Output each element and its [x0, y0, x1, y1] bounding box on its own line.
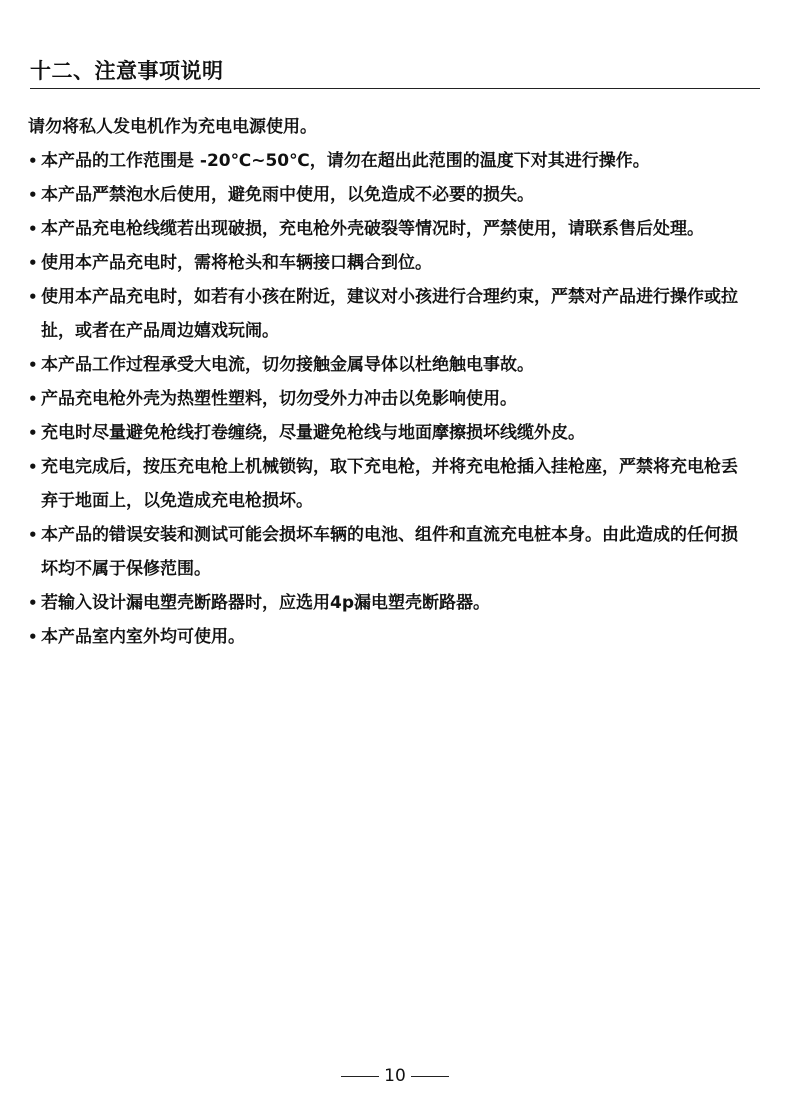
note-text: 本产品室内室外均可使用。 — [41, 627, 245, 647]
bullet-icon: • — [28, 288, 38, 306]
note-item — [28, 246, 750, 280]
bullet-icon: • — [28, 390, 38, 408]
title-divider — [30, 88, 760, 89]
notes-list — [28, 144, 750, 654]
note-text: 本产品的工作范围是 -20℃~50℃，请勿在超出此范围的温度下对其进行操作。 — [41, 151, 650, 171]
note-item — [28, 144, 750, 178]
note-text: 使用本产品充电时，需将枪头和车辆接口耦合到位。 — [41, 253, 432, 273]
bullet-icon: • — [28, 152, 38, 170]
note-item — [28, 416, 750, 450]
page-title: 十二、注意事项说明 — [30, 59, 224, 83]
note-text: 产品充电枪外壳为热塑性塑料，切勿受外力冲击以免影响使用。 — [41, 389, 517, 409]
note-text: 充电完成后，按压充电枪上机械锁钩，取下充电枪，并将充电枪插入挂枪座，严禁将充电枪丢弃于地面上，以免造成充电枪损坏。 — [41, 457, 738, 511]
note-item — [28, 518, 750, 586]
note-text: 使用本产品充电时，如若有小孩在附近，建议对小孩进行合理约束，严禁对产品进行操作或拉扯，或者在产品周边嬉戏玩闹。 — [41, 287, 738, 341]
note-item — [28, 382, 750, 416]
content-body — [28, 110, 750, 654]
note-text: 充电时尽量避免枪线打卷缠绕，尽量避免枪线与地面摩擦损坏线缆外皮。 — [41, 423, 585, 443]
footer-line-right — [411, 1076, 449, 1077]
bullet-icon: • — [28, 254, 38, 272]
note-text: 本产品的错误安装和测试可能会损坏车辆的电池、组件和直流充电桩本身。由此造成的任何损坏均不属于保修范围。 — [41, 525, 738, 579]
note-item — [28, 348, 750, 382]
bullet-icon: • — [28, 220, 38, 238]
note-item — [28, 586, 750, 620]
bullet-icon: • — [28, 356, 38, 374]
note-item — [28, 280, 750, 348]
bullet-icon: • — [28, 526, 38, 544]
bullet-icon: • — [28, 458, 38, 476]
footer-line-left — [341, 1076, 379, 1077]
bullet-icon: • — [28, 594, 38, 612]
note-item — [28, 620, 750, 654]
bullet-icon: • — [28, 424, 38, 442]
note-text: 本产品充电枪线缆若出现破损，充电枪外壳破裂等情况时，严禁使用，请联系售后处理。 — [41, 219, 704, 239]
note-text: 若输入设计漏电塑壳断路器时，应选用4p漏电塑壳断路器。 — [41, 593, 490, 613]
note-item — [28, 450, 750, 518]
page-footer — [0, 1064, 790, 1088]
bullet-icon: • — [28, 628, 38, 646]
page-number: 10 — [384, 1066, 406, 1086]
note-item — [28, 212, 750, 246]
intro-text: 请勿将私人发电机作为充电电源使用。 — [28, 117, 317, 137]
bullet-icon: • — [28, 186, 38, 204]
note-text: 本产品严禁泡水后使用，避免雨中使用，以免造成不必要的损失。 — [41, 185, 534, 205]
note-item — [28, 178, 750, 212]
note-text: 本产品工作过程承受大电流，切勿接触金属导体以杜绝触电事故。 — [41, 355, 534, 375]
